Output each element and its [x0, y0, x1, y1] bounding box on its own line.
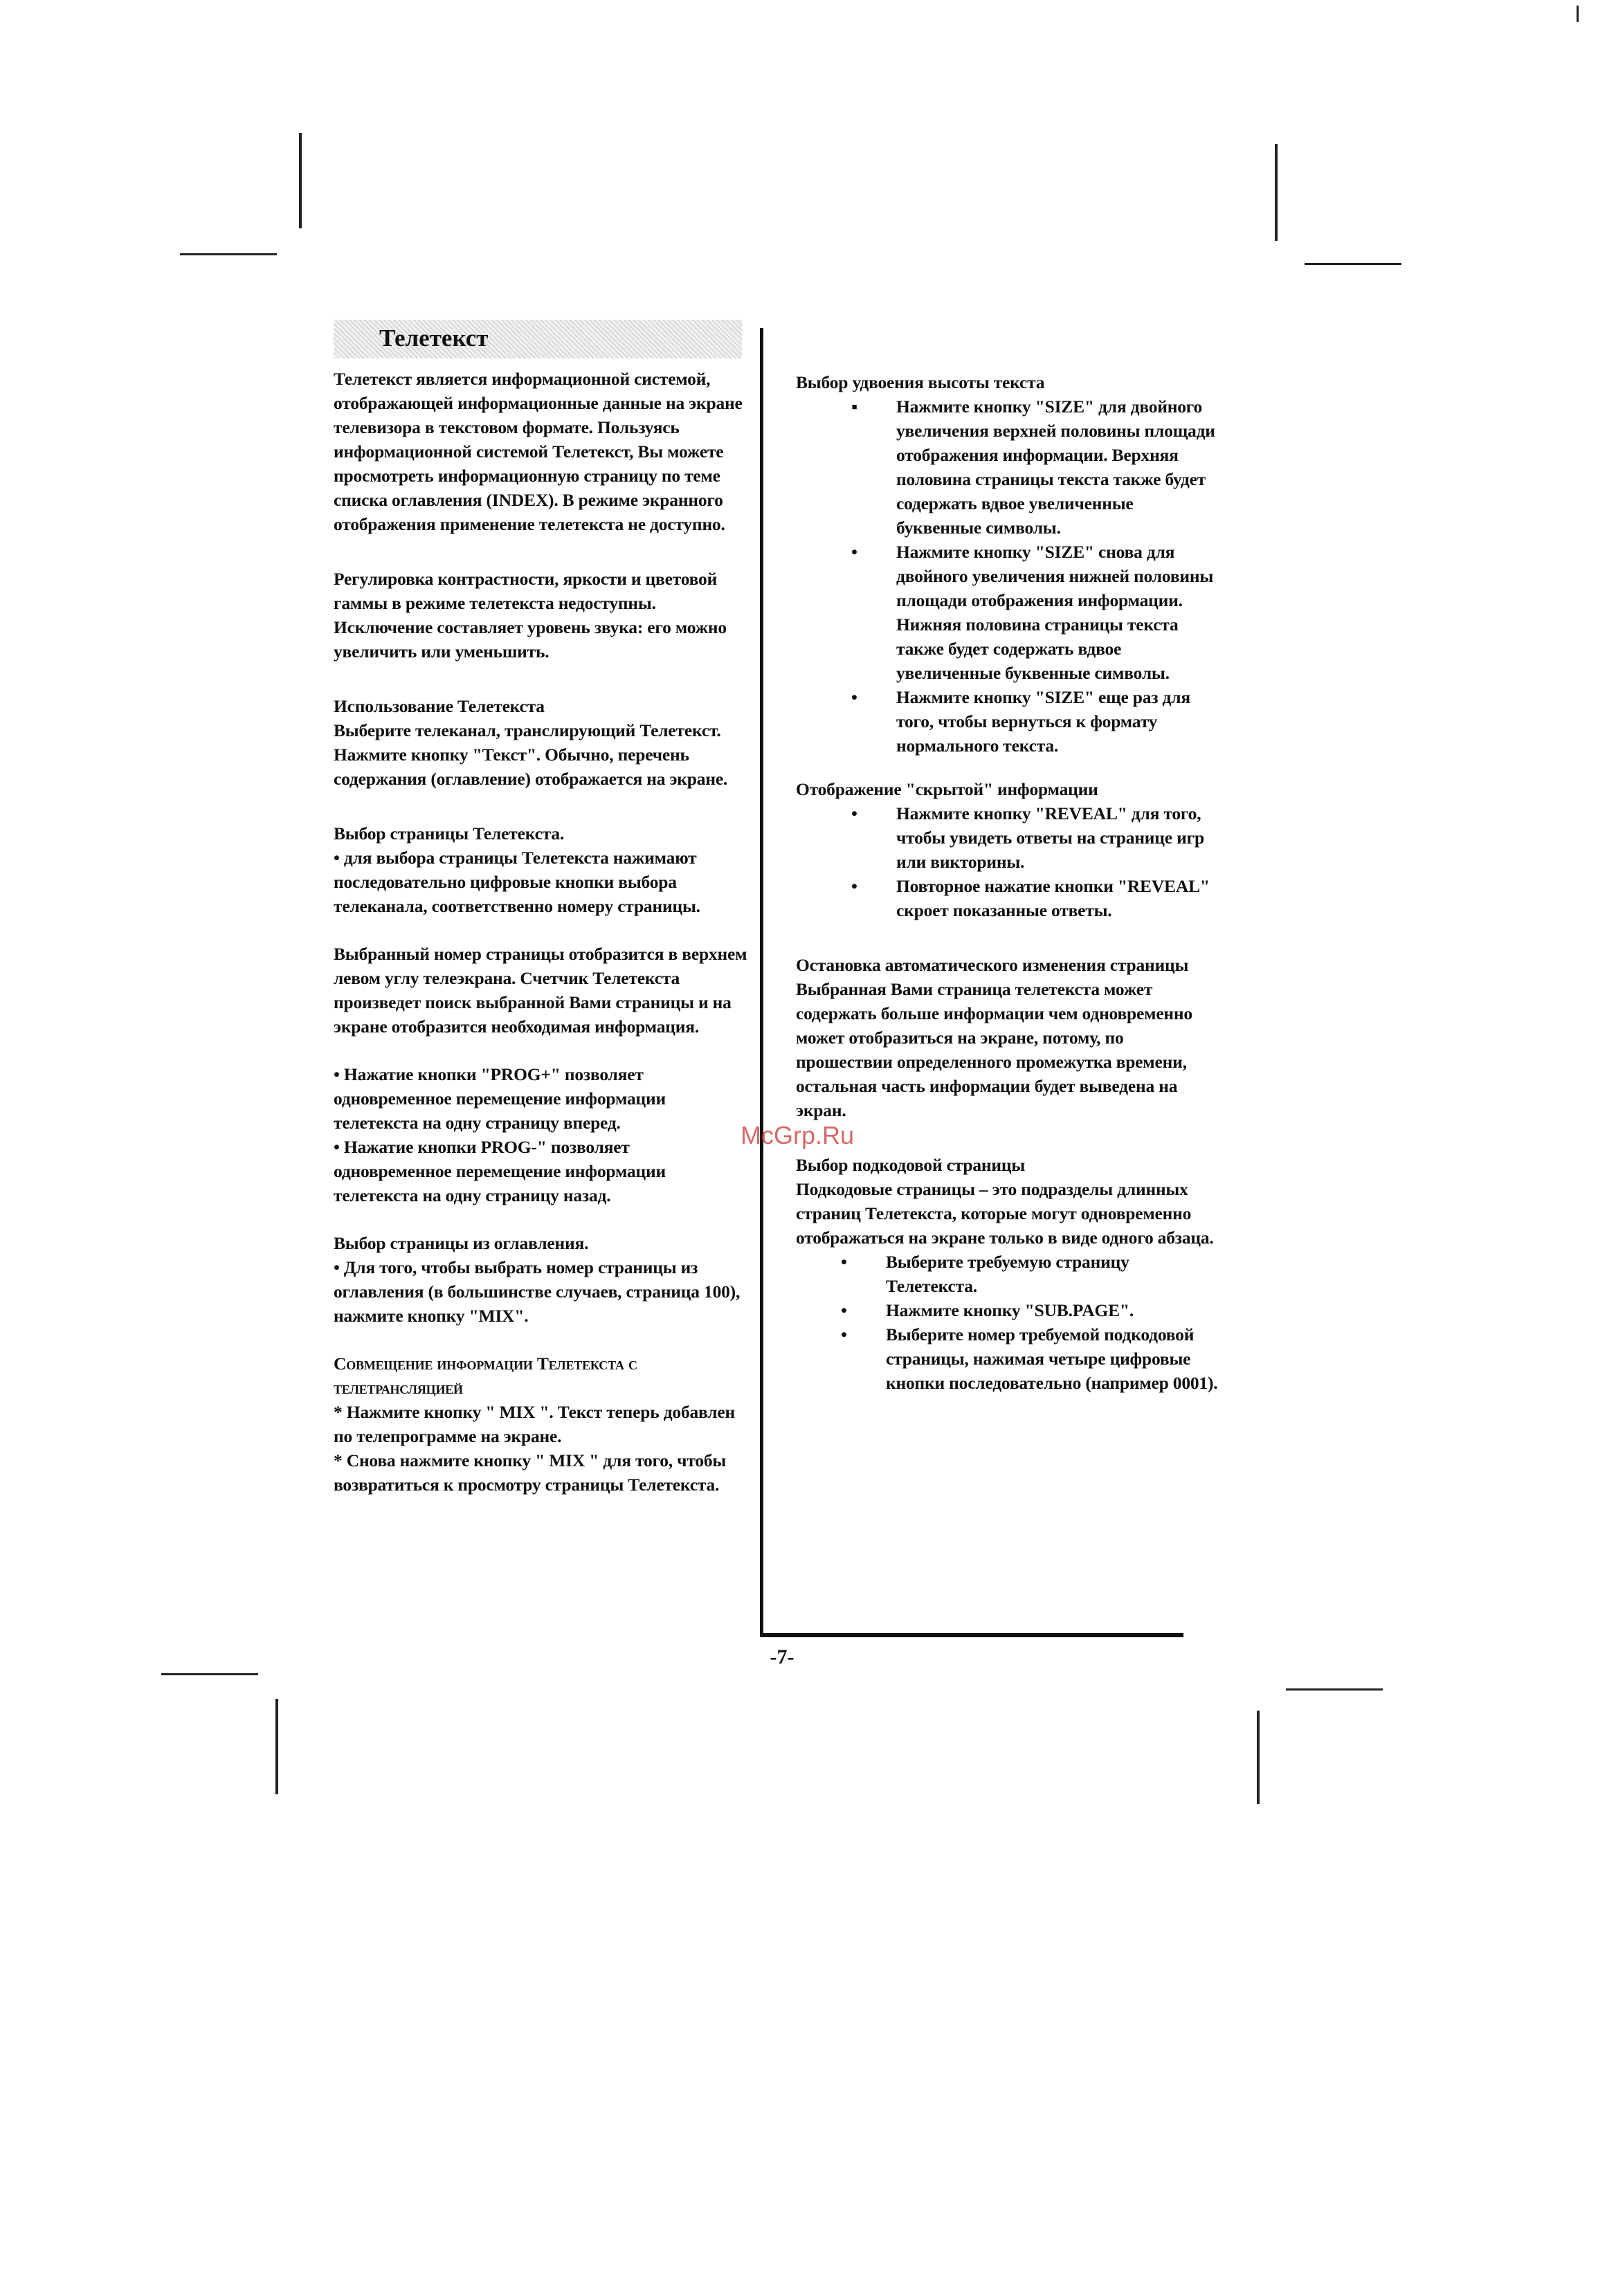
section-heading: Выбор удвоения высоты текста: [796, 372, 1045, 392]
crop-mark: [1577, 6, 1579, 22]
list-item: • Нажмите кнопку "SUB.PAGE".: [796, 1298, 1218, 1322]
bullet-icon: •: [851, 803, 857, 823]
index-paragraph: • Для того, чтобы выбрать номер страницы из оглавления (в большинстве случаев, страница 100), нажмите кнопку "MIX".: [334, 1257, 741, 1326]
select-paragraph: • для выбора страницы Телетекста нажимают последовательно цифровые кнопки выбора телеканала, соответственно номеру страницы.: [334, 848, 700, 916]
page-title: Телетекст: [379, 325, 489, 352]
stop-paragraph: Выбранная Вами страница телетекста может содержать больше информации чем одновременно может отобразиться на экране, потому, по прошествии определенного промежутка времени, остальная часть информации будет выведена на экран.: [796, 979, 1192, 1120]
list-item: • Повторное нажатие кнопки "REVEAL" скроет показанные ответы.: [796, 874, 1218, 922]
intro-paragraph: Телетекст является информационной системой, отображающей информационные данные на экране телевизора в текстовом формате. Пользуясь информационной системой Телетекст, Вы можете просмотреть информационную страницу по теме списка оглавления (INDEX). В режиме экранного отображения применение телетекста не доступно.: [334, 369, 743, 534]
section-heading: Выбор подкодовой страницы: [796, 1155, 1026, 1175]
page-number: -7-: [770, 1646, 795, 1668]
bullet-icon: ▪: [851, 397, 857, 417]
section-heading: Выбор страницы из оглавления.: [334, 1233, 589, 1253]
prog-plus-paragraph: • Нажатие кнопки "PROG+" позволяет одновременное перемещение информации телетекста на одну страницу вперед.: [334, 1064, 666, 1133]
section-heading: Использование Телетекста: [334, 696, 545, 716]
selected-paragraph: Выбранный номер страницы отобразится в верхнем левом углу телеэкрана. Счетчик Телетекста произведет поиск выбранной Вами страницы и на экране отобразится необходимая информация.: [334, 944, 747, 1037]
section-heading: Выбор страницы Телетекста.: [334, 823, 565, 844]
list-item: ▪ Нажмите кнопку "SIZE" для двойного увеличения верхней половины площади отображения информации. Верхняя половина страницы текста также будет содержать вдвое увеличенные буквенные символы.: [796, 394, 1218, 540]
sub-paragraph: Подкодовые страницы – это подразделы длинных страниц Телетекста, которые могут одновременно отображаться на экране только в виде одного абзаца.: [796, 1179, 1214, 1248]
crop-mark: [1305, 263, 1401, 265]
list-item: • Нажмите кнопку "REVEAL" для того, чтобы увидеть ответы на странице игр или викторины.: [796, 801, 1218, 874]
bullet-icon: •: [851, 542, 857, 562]
bullet-icon: •: [841, 1300, 847, 1320]
section-heading: Отображение "скрытой" информации: [796, 779, 1098, 799]
crop-mark: [180, 253, 277, 255]
left-column: [334, 367, 749, 1497]
bullet-icon: •: [851, 876, 857, 896]
list-item: • Выберите номер требуемой подкодовой страницы, нажимая четыре цифровые кнопки последовательно (например 0001).: [796, 1322, 1218, 1395]
mix-paragraph: * Нажмите кнопку " MIX ". Текст теперь добавлен по телепрограмме на экране.: [334, 1402, 736, 1446]
column-divider: [760, 328, 763, 1636]
crop-mark: [161, 1673, 258, 1675]
section-heading: Остановка автоматического изменения страницы: [796, 955, 1189, 975]
crop-mark: [1275, 144, 1278, 241]
bullet-icon: •: [841, 1252, 847, 1272]
crop-mark: [275, 1699, 278, 1794]
contrast-paragraph: Регулировка контрастности, яркости и цветовой гаммы в режиме телетекста недоступны. Исключение составляет уровень звука: его можно увеличить или уменьшить.: [334, 569, 727, 662]
reveal-list: [796, 801, 1218, 922]
watermark: McGrp.Ru: [741, 1121, 855, 1149]
list-item: • Выберите требуемую страницу Телетекста.: [796, 1250, 1218, 1298]
prog-minus-paragraph: • Нажатие кнопки PROG-" позволяет одновременное перемещение информации телетекста на одну страницу назад.: [334, 1137, 666, 1205]
section-heading: Совмещение информации Телетекста с телетрансляцией: [334, 1354, 637, 1398]
sub-list: [796, 1250, 1218, 1395]
crop-mark: [1286, 1688, 1383, 1691]
bottom-rule: [760, 1633, 1183, 1637]
bullet-icon: •: [841, 1324, 847, 1345]
mix-paragraph: * Снова нажмите кнопку " MIX " для того, чтобы возвратиться к просмотру страницы Телетекста.: [334, 1450, 727, 1495]
bullet-icon: •: [851, 687, 857, 707]
list-item: • Нажмите кнопку "SIZE" снова для двойного увеличения нижней половины площади отображения информации. Нижняя половина страницы текста также будет содержать вдвое увеличенные буквенные символы.: [796, 540, 1218, 685]
crop-mark: [1257, 1711, 1260, 1804]
right-column: [796, 370, 1218, 1395]
use-paragraph: Выберите телеканал, транслирующий Телетекст. Нажмите кнопку "Текст". Обычно, перечень содержания (оглавление) отображается на экране.: [334, 720, 728, 789]
crop-mark: [299, 133, 302, 228]
list-item: • Нажмите кнопку "SIZE" еще раз для того, чтобы вернуться к формату нормального текста.: [796, 685, 1218, 758]
size-list: [796, 394, 1218, 758]
